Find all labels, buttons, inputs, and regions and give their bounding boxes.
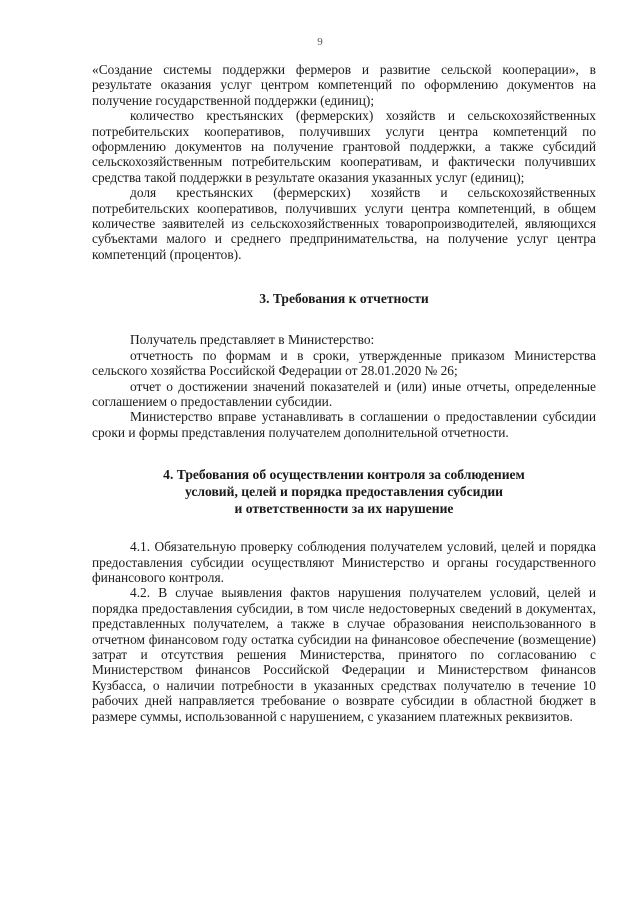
section-3-title: 3. Требования к отчетности bbox=[259, 291, 429, 307]
intro-paragraph-2: количество крестьянских (фермерских) хозяйств и сельскохозяйственных потребительских кооперативов, получивших услуги центра компетенций по оформлению документов на получение грантовой поддержки, а также субсидий сельскохозяйственным потребительским кооперативам, и фактически получивших средства такой поддержки в результате оказания указанных услуг (единиц); bbox=[92, 108, 596, 185]
document-body bbox=[92, 62, 596, 724]
section-3-paragraph-2: отчетность по формам и в сроки, утвержденные приказом Министерства сельского хозяйства Российской Федерации от 28.01.2020 № 26; bbox=[92, 347, 596, 379]
section-4-paragraph-1: 4.1. Обязательную проверку соблюдения получателем условий, целей и порядка предоставления субсидии осуществляют Министерство и органы государственного финансового контроля. bbox=[92, 539, 596, 585]
section-4-title-line-1: 4. Требования об осуществлении контроля за соблюдением bbox=[163, 467, 525, 483]
section-3-paragraph-4: Министерство вправе устанавливать в соглашении о предоставлении субсидии сроки и формы представления получателем дополнительной отчетности. bbox=[92, 409, 596, 440]
intro-paragraph-3: доля крестьянских (фермерских) хозяйств и сельскохозяйственных потребительских кооперативов, получивших услуги центра компетенций, в общем количестве заявителей из сельскохозяйственных товаропроизводителей, являющихся субъектами малого и среднего предпринимательства, на получение услуг центра компетенций (процентов). bbox=[92, 185, 596, 262]
page-number: 9 bbox=[317, 36, 323, 48]
intro-paragraph-1: «Создание системы поддержки фермеров и развитие сельской кооперации», в результате оказания услуг центром компетенций по оформлению документов на получение государственной поддержки (единиц); bbox=[92, 62, 596, 108]
section-3-paragraph-1: Получатель представляет в Министерство: bbox=[130, 332, 375, 348]
section-3-paragraph-3: отчет о достижении значений показателей и (или) иные отчеты, определенные соглашением о предоставлении субсидии. bbox=[92, 378, 596, 409]
section-4-title bbox=[92, 466, 596, 517]
section-4-paragraph-2: 4.2. В случае выявления фактов нарушения получателем условий, целей и порядка предоставления субсидии, в том числе недостоверных сведений в документах, представленных получателем, а также в случае образования неиспользованного в отчетном финансовом году остатка субсидии на финансовое обеспечение (возмещение) затрат и отсутствия решения Министерства, принятого по согласованию с Министерством финансов Российской Федерации и Министерством финансов Кузбасса, о наличии потребности в указанных средствах получателю в течение 10 рабочих дней направляется требование о возврате субсидии в областной бюджет в размере суммы, использованной с нарушением, с указанием платежных реквизитов. bbox=[92, 585, 596, 724]
section-4-title-line-2: условий, целей и порядка предоставления субсидии bbox=[184, 484, 504, 500]
section-4-title-line-3: и ответственности за их нарушение bbox=[234, 501, 454, 517]
